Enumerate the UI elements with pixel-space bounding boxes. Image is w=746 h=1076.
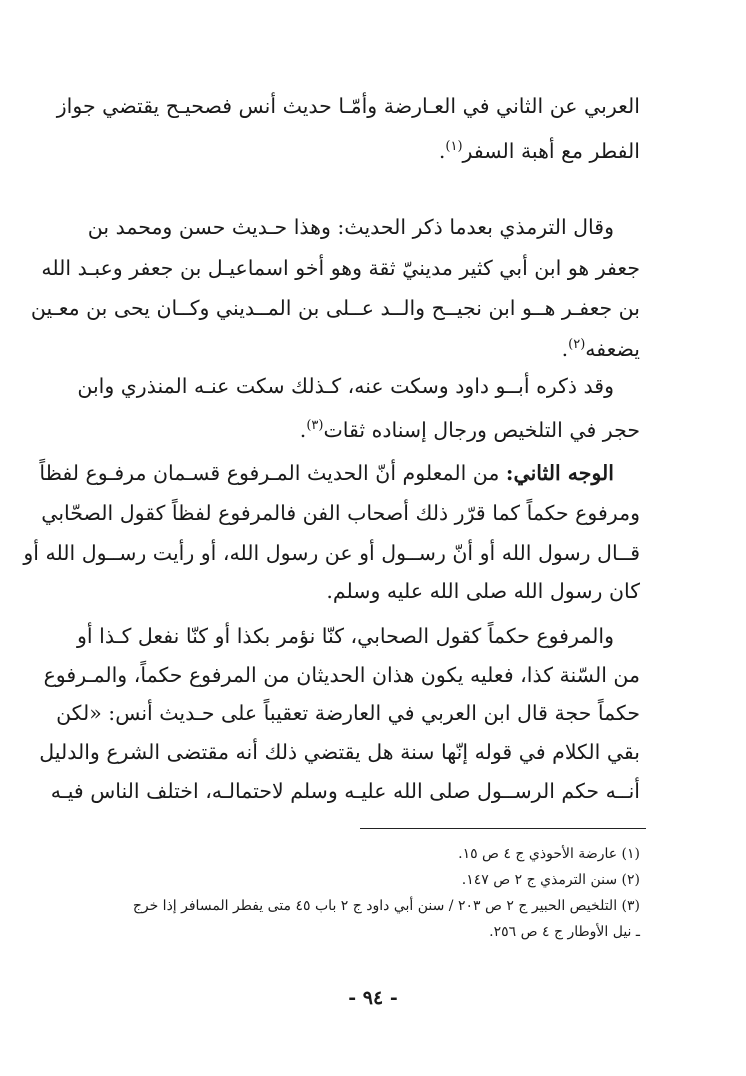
footnote-ref-3: (٣) — [306, 418, 324, 433]
paragraph-5-line-4: بقي الكلام في قوله إنّها سنة هل يقتضي ذلك أنه مقتضى الشرع والدليل — [39, 740, 640, 764]
paragraph-5-line-3: حكماً حجة قال ابن العربي في العارضة تعقيباً على حـديث أنس: «لكن — [56, 701, 640, 725]
footnote-divider — [360, 828, 646, 829]
paragraph-2-line-2: جعفر هو ابن أبي كثير مدينيّ ثقة وهو أخو اسماعيـل بن جعفر وعبـد الله — [41, 256, 640, 280]
paragraph-4-line-1 — [39, 458, 640, 490]
page-number: - ٩٤ - — [348, 987, 398, 1009]
paragraph-4-line-2: ومرفوع حكماً كما قرّر ذلك أصحاب الفن فالمرفوع لفظاً كقول الصحّابي — [41, 501, 640, 525]
text-run: الفطر مع أهبة السفر — [462, 138, 640, 163]
paragraph-3-line-2 — [106, 411, 640, 443]
paragraph-1-line-2 — [106, 132, 640, 164]
text-run: حجر في التلخيص ورجال إسناده ثقات — [323, 417, 640, 442]
text-run: . — [561, 336, 569, 361]
footnote-3-line-2: ـ نيل الأوطار ج ٤ ص ٢٥٦. — [489, 924, 640, 940]
paragraph-2-line-1: وقال الترمذي بعدما ذكر الحديث: وهذا حـديث حسن ومحمد بن — [87, 215, 614, 239]
paragraph-4-line-3: قــال رسول الله أو أنّ رســول أو عن رسول الله، أو رأيت رســول الله أو — [23, 541, 640, 565]
text-run: يضعفه — [585, 336, 640, 361]
paragraph-5-line-1: والمرفوع حكماً كقول الصحابي، كنّا نؤمر بكذا أو كنّا نفعل كـذا أو — [77, 624, 614, 648]
footnote-1: (١) عارضة الأحوذي ج ٤ ص ١٥. — [458, 846, 640, 862]
paragraph-4-line-4: كان رسول الله صلى الله عليه وسلم. — [326, 579, 640, 603]
footnote-ref-1: (١) — [445, 139, 463, 154]
text-run: . — [299, 417, 307, 442]
paragraph-5-line-5: أنــه حكم الرســول صلى الله عليـه وسلم لاحتمالـه، اختلف الناس فيـه — [50, 779, 640, 803]
footnote-2: (٢) سنن الترمذي ج ٢ ص ١٤٧. — [461, 872, 640, 888]
text-run: . — [438, 138, 446, 163]
paragraph-3-line-1: وقد ذكره أبــو داود وسكت عنه، كـذلك سكت عنـه المنذري وابن — [77, 374, 614, 398]
paragraph-5-line-2: من السّنة كذا، فعليه يكون هذان الحديثان من المرفوع حكماً، والمـرفوع — [43, 663, 640, 687]
paragraph-1-line-1: العربي عن الثاني في العـارضة وأمّـا حديث أنس فصحيـح يقتضي جواز — [56, 94, 640, 118]
text-run: من المعلوم أنّ الحديث المـرفوع قسـمان مرفـوع لفظاً — [39, 461, 506, 485]
paragraph-2-line-4 — [106, 330, 640, 362]
footnote-ref-2: (٢) — [568, 337, 586, 352]
footnote-3-line-1: (٣) التلخيص الحبير ج ٢ ص ٢٠٣ / سنن أبي داود ج ٢ باب ٤٥ متى يفطر المسافر إذا خرج — [132, 898, 640, 914]
paragraph-2-line-3: بن جعفـر هــو ابن نجيــح والــد عــلى بن المــديني وكــان يحى بن معـين — [30, 296, 640, 320]
section-heading: الوجه الثاني: — [505, 461, 614, 485]
